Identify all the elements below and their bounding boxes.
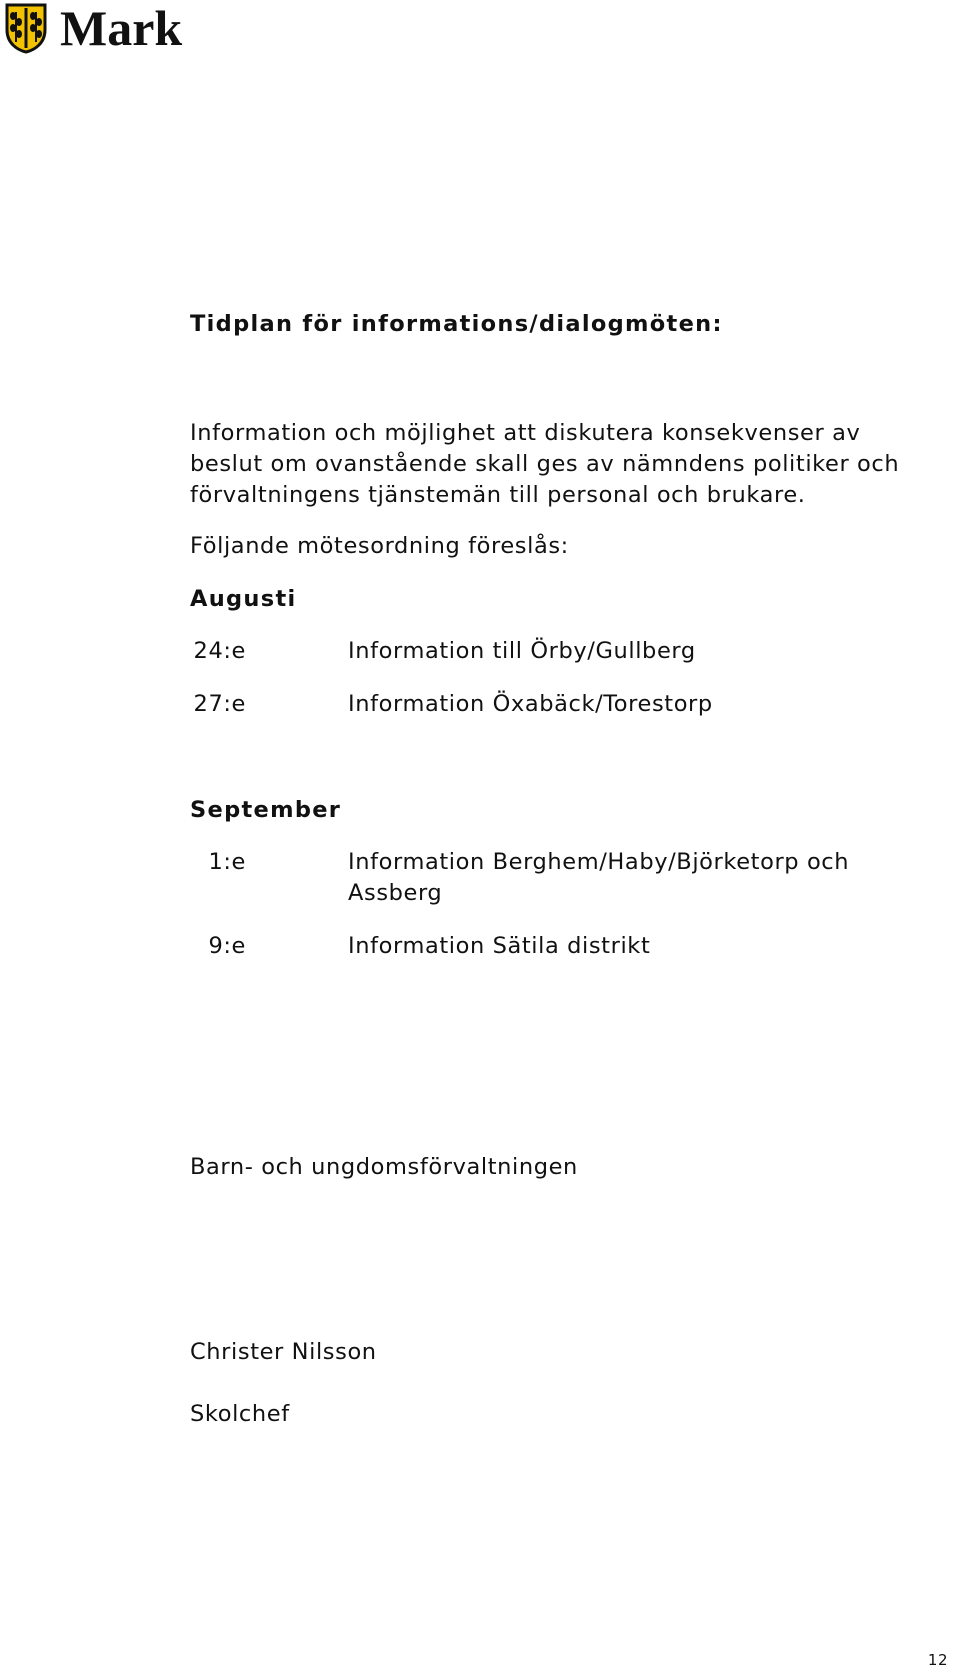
intro-line-3: förvaltningens tjänstemän till personal och brukare. <box>190 482 806 508</box>
proposal-text: Följande mötesordning föreslås: <box>190 533 569 559</box>
organization-name: Barn- och ungdomsförvaltningen <box>190 1154 578 1180</box>
logo-text: Mark <box>60 0 183 56</box>
schedule-description: Information Sätila distrikt <box>348 933 651 959</box>
intro-line-2: beslut om ovanstående skall ges av nämndens politiker och <box>190 451 900 477</box>
schedule-date: 27:e <box>193 691 246 717</box>
intro-line-1: Information och möjlighet att diskutera konsekvenser av <box>190 420 861 446</box>
signatory-name: Christer Nilsson <box>190 1339 377 1365</box>
signatory-title: Skolchef <box>190 1401 290 1427</box>
schedule-date: 24:e <box>193 638 246 664</box>
month-heading-augusti: Augusti <box>190 586 297 612</box>
month-heading-september: September <box>190 797 342 823</box>
schedule-description: Information Öxabäck/Torestorp <box>348 691 713 717</box>
schedule-date: 9:e <box>208 933 246 959</box>
page-number: 12 <box>927 1651 948 1669</box>
page-title: Tidplan för informations/dialogmöten: <box>190 311 723 337</box>
schedule-description: Information till Örby/Gullberg <box>348 638 696 664</box>
logo <box>4 2 182 54</box>
schedule-date: 1:e <box>208 849 246 875</box>
schedule-description: Information Berghem/Haby/Björketorp och Assberg <box>348 849 850 906</box>
coat-of-arms-icon <box>4 2 48 54</box>
